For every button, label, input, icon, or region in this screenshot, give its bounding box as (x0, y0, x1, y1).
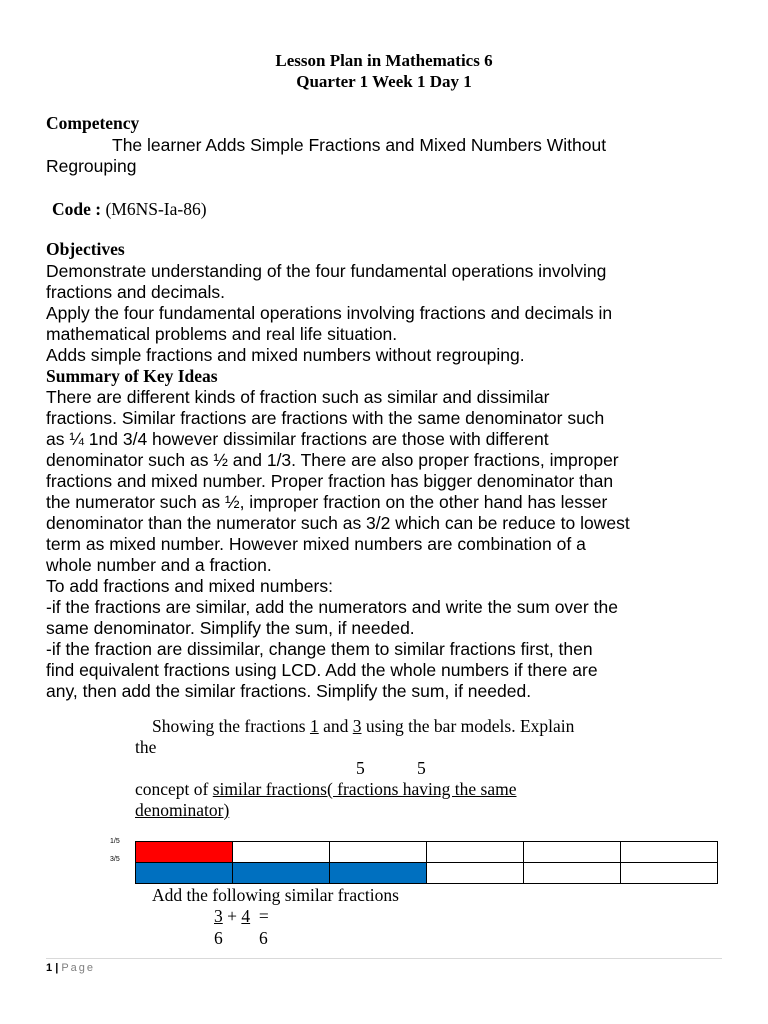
bar-cell (233, 863, 330, 884)
bar-cell (136, 863, 233, 884)
bar-cell (233, 842, 330, 863)
bar-label-3-5: 3/5 (110, 856, 120, 863)
summary-line: as ¼ 1nd 3/4 however dissimilar fractions are those with different (46, 429, 549, 449)
exercise-denominator-2: 6 (259, 928, 268, 948)
summary-line: any, then add the similar fractions. Simplify the sum, if needed. (46, 681, 532, 701)
objectives-list (46, 261, 736, 366)
summary-line: whole number and a fraction. (46, 555, 272, 575)
summary-line: fractions. Similar fractions are fractions with the same denominator such (46, 408, 605, 428)
objective-line: fractions and decimals. (46, 282, 225, 302)
bar-model-table (135, 841, 718, 884)
summary-line: -if the fractions are similar, add the numerators and write the sum over the (46, 597, 618, 617)
summary-line: fractions and mixed number. Proper fraction has bigger denominator than (46, 471, 614, 491)
page-label: Page (61, 962, 96, 974)
bar-row-1 (136, 842, 718, 863)
bar-model-intro (152, 716, 574, 737)
page-footer (46, 962, 95, 974)
footer-separator: | (55, 962, 59, 974)
concept-line (135, 779, 516, 800)
code-value: (M6NS-Ia-86) (105, 199, 207, 219)
exercise-equals: = (258, 906, 269, 926)
objective-line: Demonstrate understanding of the four fundamental operations involving (46, 261, 607, 281)
bar-cell (621, 863, 718, 884)
bar-cell (330, 842, 427, 863)
bar-row-2 (136, 863, 718, 884)
fraction-denominator-1: 5 (356, 758, 365, 778)
competency-heading: Competency (46, 113, 140, 133)
code-line (52, 199, 207, 220)
bar-cell (427, 863, 524, 884)
bar-label-1-5: 1/5 (110, 838, 120, 845)
summary-line: find equivalent fractions using LCD. Add the whole numbers if there are (46, 660, 598, 680)
bar-cell (524, 842, 621, 863)
concept-definition-cont: denominator) (135, 800, 230, 820)
bar-cell (330, 863, 427, 884)
fraction-numerator-1: 1 (309, 716, 319, 736)
intro-and: and (323, 716, 349, 736)
summary-line: the numerator such as ½, improper fraction on the other hand has lesser (46, 492, 608, 512)
page-title: Lesson Plan in Mathematics 6 (275, 51, 493, 70)
intro-text-a: Showing the fractions (152, 716, 306, 736)
bar-cell (524, 863, 621, 884)
summary-text (46, 387, 736, 702)
exercise-denominator-1: 6 (214, 928, 223, 948)
summary-line: -if the fraction are dissimilar, change them to similar fractions first, then (46, 639, 593, 659)
exercise-numerator-2: 4 (241, 906, 251, 926)
exercise-numerators (214, 906, 269, 927)
objective-line: Adds simple fractions and mixed numbers without regrouping. (46, 345, 525, 365)
intro-the: the (135, 737, 157, 757)
competency-line2: Regrouping (46, 156, 137, 176)
fraction-denominator-2: 5 (417, 758, 426, 778)
exercise-plus: + (227, 906, 237, 926)
exercise-numerator-1: 3 (214, 906, 223, 926)
page-subtitle: Quarter 1 Week 1 Day 1 (296, 72, 472, 91)
objective-line: mathematical problems and real life situation. (46, 324, 398, 344)
fraction-numerator-2: 3 (352, 716, 362, 736)
objectives-heading: Objectives (46, 239, 125, 259)
summary-heading: Summary of Key Ideas (46, 366, 218, 386)
concept-definition: similar fractions( fractions having the same (212, 779, 517, 799)
summary-line: same denominator. Simplify the sum, if needed. (46, 618, 415, 638)
summary-line: denominator such as ½ and 1/3. There are also proper fractions, improper (46, 450, 619, 470)
summary-line: term as mixed number. However mixed numbers are combination of a (46, 534, 586, 554)
summary-line: denominator than the numerator such as 3/2 which can be reduce to lowest (46, 513, 630, 533)
summary-line: There are different kinds of fraction such as similar and dissimilar (46, 387, 550, 407)
bar-cell (136, 842, 233, 863)
exercise-prompt: Add the following similar fractions (152, 885, 399, 905)
bar-cell (621, 842, 718, 863)
page-number: 1 (46, 962, 53, 974)
bar-cell (427, 842, 524, 863)
concept-prefix: concept of (135, 779, 209, 799)
code-label: Code : (52, 199, 102, 219)
competency-line1: The learner Adds Simple Fractions and Mixed Numbers Without (112, 135, 607, 155)
objective-line: Apply the four fundamental operations involving fractions and decimals in (46, 303, 613, 323)
intro-text-b: using the bar models. Explain (365, 716, 575, 736)
summary-line: To add fractions and mixed numbers: (46, 576, 333, 596)
footer-divider (46, 958, 722, 959)
